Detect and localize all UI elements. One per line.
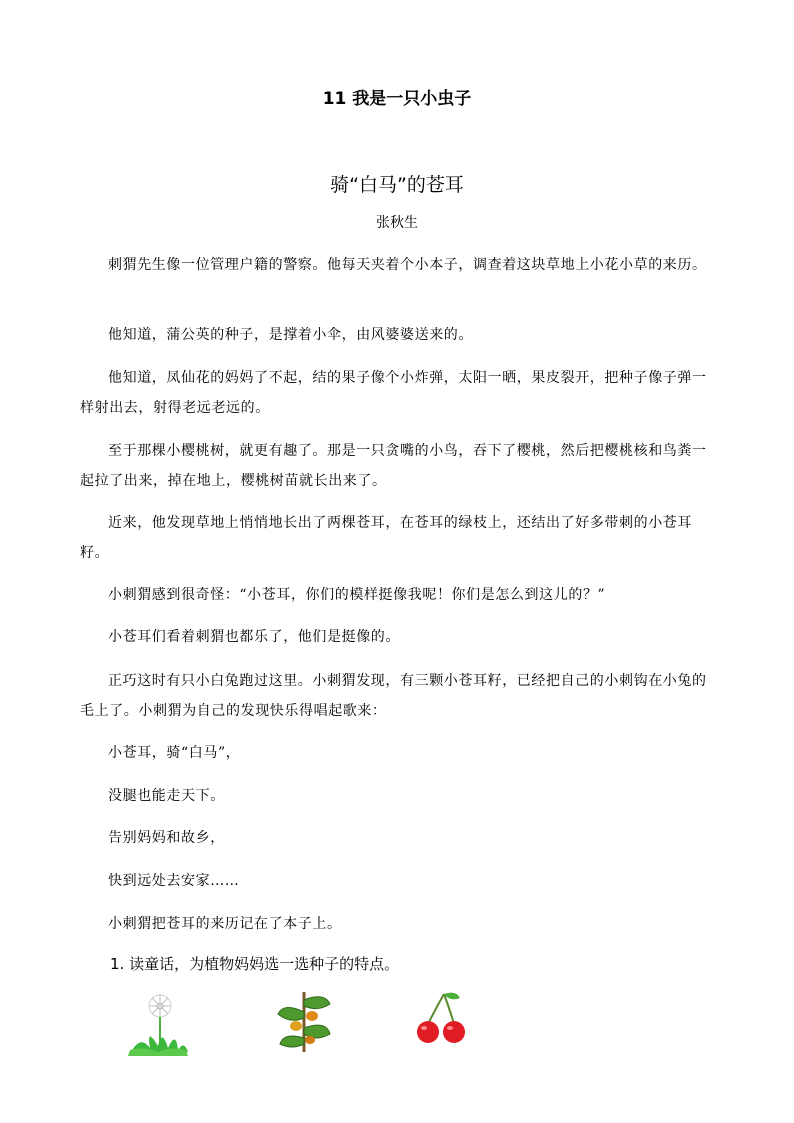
- paragraph-5: 近来，他发现草地上悄悄地长出了两棵苍耳，在苍耳的绿枝上，还结出了好多带刺的小苍耳籽。: [80, 515, 692, 561]
- paragraph-3: 他知道，凤仙花的妈妈了不起，结的果子像个小炸弹，太阳一晒，果皮裂开，把种子像子弹一样射出去，射得老远老远的。: [80, 370, 707, 416]
- paragraph-2: 他知道，蒲公英的种子，是撑着小伞，由风婆婆送来的。: [108, 327, 473, 343]
- story-title: 骑“白马”的苍耳: [330, 174, 464, 196]
- song-line-4: 快到远处去安家……: [108, 873, 240, 889]
- author-name: 张秋生: [376, 215, 418, 231]
- paragraph-7: 小苍耳们看着刺猬也都乐了，他们是挺像的。: [108, 629, 400, 645]
- paragraph-6: 小刺猬感到很奇怪：“小苍耳，你们的模样挺像我呢！你们是怎么到这儿的？”: [108, 587, 606, 603]
- cherry-icon: [414, 990, 470, 1046]
- paragraph-final: 小刺猬把苍耳的来历记在了本子上。: [108, 916, 342, 932]
- question-1: 1. 读童话，为植物妈妈选一选种子的特点。: [110, 955, 400, 973]
- balsam-flower-icon: [276, 990, 332, 1054]
- song-line-2: 没腿也能走天下。: [108, 788, 225, 804]
- paragraph-1: 刺猬先生像一位管理户籍的警察。他每天夹着个小本子，调查着这块草地上小花小草的来历。: [108, 257, 707, 273]
- paragraph-8: 正巧这时有只小白兔跑过这里。小刺猬发现，有三颗小苍耳籽，已经把自己的小刺钩在小兔的毛上了。小刺猬为自己的发现快乐得唱起歌来：: [80, 673, 707, 719]
- song-line-1: 小苍耳，骑“白马”，: [108, 745, 241, 761]
- dandelion-icon: [126, 990, 190, 1058]
- lesson-title: 11 我是一只小虫子: [322, 89, 472, 109]
- paragraph-4: 至于那棵小樱桃树，就更有趣了。那是一只贪嘴的小鸟，吞下了樱桃，然后把樱桃核和鸟粪一起拉了出来，掉在地上，樱桃树苗就长出来了。: [80, 443, 707, 489]
- song-line-3: 告别妈妈和故乡，: [108, 830, 225, 846]
